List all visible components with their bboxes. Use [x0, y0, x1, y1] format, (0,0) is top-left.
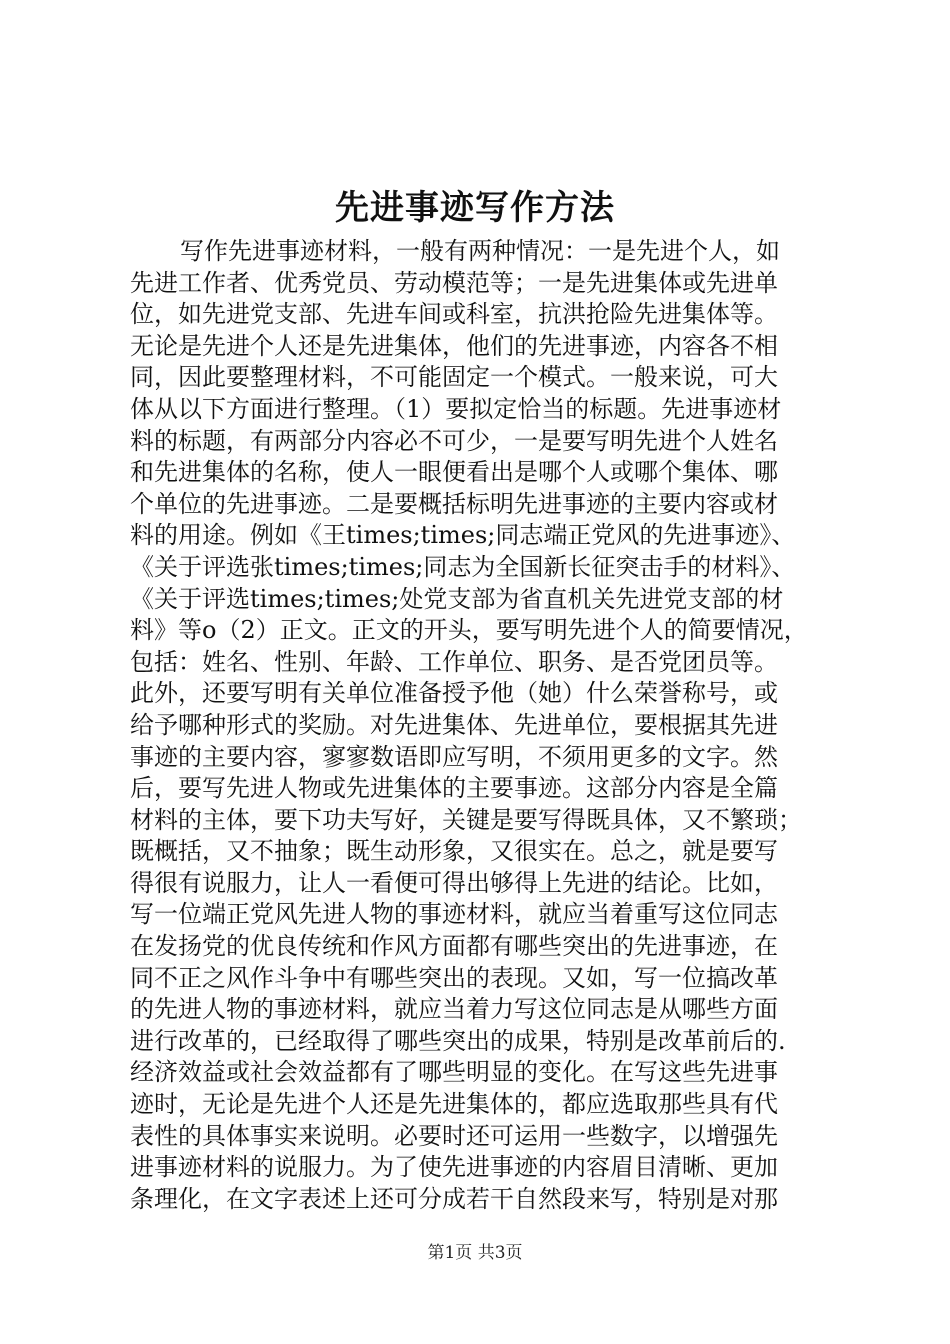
text-line: 《关于评选times;times;处党支部为省直机关先进党支部的材 [130, 584, 784, 613]
text-line: 写一位端正党风先进人物的事迹材料，就应当着重写这位同志 [130, 900, 778, 929]
text-line: 进行改革的，已经取得了哪些突出的成果，特别是改革前后的. [130, 1026, 786, 1055]
page-number: 第1页 共3页 [427, 1243, 523, 1263]
text-line: 条理化，在文字表述上还可分成若干自然段来写，特别是对那 [130, 1184, 778, 1213]
text-line: 料的标题，有两部分内容必不可少，一是要写明先进个人姓名 [130, 426, 778, 455]
text-line: 体从以下方面进行整理。（1）要拟定恰当的标题。先进事迹材 [130, 394, 782, 423]
text-line: 后，要写先进人物或先进集体的主要事迹。这部分内容是全篇 [130, 774, 778, 803]
text-line: 先进工作者、优秀党员、劳动模范等；一是先进集体或先进单 [130, 268, 778, 297]
text-line: 表性的具体事实来说明。必要时还可运用一些数字，以增强先 [130, 1121, 778, 1150]
text-line: 个单位的先进事迹。二是要概括标明先进事迹的主要内容或材 [130, 489, 778, 518]
text-line: 《关于评选张times;times;同志为全国新长征突击手的材料》、 [130, 552, 796, 581]
body-paragraph [130, 236, 832, 1215]
text-line: 同不正之风作斗争中有哪些突出的表现。又如，写一位搞改革 [130, 963, 778, 992]
text-line: 无论是先进个人还是先进集体，他们的先进事迹，内容各不相 [130, 331, 778, 360]
text-line: 在发扬党的优良传统和作风方面都有哪些突出的先进事迹，在 [130, 932, 778, 961]
text-line: 进事迹材料的说服力。为了使先进事迹的内容眉目清晰、更加 [130, 1153, 778, 1182]
text-line: 位，如先进党支部、先进车间或科室，抗洪抢险先进集体等。 [130, 300, 778, 329]
text-line: 既概括，又不抽象；既生动形象，又很实在。总之，就是要写 [130, 837, 778, 866]
page-title: 先进事迹写作方法 [335, 188, 615, 228]
text-line: 此外，还要写明有关单位准备授予他（她）什么荣誉称号，或 [130, 679, 778, 708]
text-line: 包括：姓名、性别、年龄、工作单位、职务、是否党团员等。 [130, 647, 778, 676]
text-line: 材料的主体，要下功夫写好，关键是要写得既具体，又不繁琐； [130, 805, 802, 834]
text-line: 事迹的主要内容，寥寥数语即应写明，不须用更多的文字。然 [130, 742, 778, 771]
text-line: 经济效益或社会效益都有了哪些明显的变化。在写这些先进事 [130, 1058, 778, 1087]
text-line: 料的用途。例如《王times;times;同志端正党风的先进事迹》、 [130, 521, 796, 550]
text-line: 得很有说服力，让人一看便可得出够得上先进的结论。比如， [130, 868, 778, 897]
text-line: 迹时，无论是先进个人还是先进集体的，都应选取那些具有代 [130, 1090, 778, 1119]
text-line: 料》等o（2）正文。正文的开头，要写明先进个人的简要情况， [130, 616, 808, 645]
text-line: 和先进集体的名称，使人一眼便看出是哪个人或哪个集体、哪 [130, 458, 778, 487]
text-line: 同，因此要整理材料，不可能固定一个模式。一般来说，可大 [130, 363, 778, 392]
text-line: 的先进人物的事迹材料，就应当着力写这位同志是从哪些方面 [130, 995, 778, 1024]
text-line: 写作先进事迹材料，一般有两种情况：一是先进个人，如 [180, 237, 780, 265]
text-line: 给予哪种形式的奖励。对先进集体、先进单位，要根据其先进 [130, 710, 778, 739]
